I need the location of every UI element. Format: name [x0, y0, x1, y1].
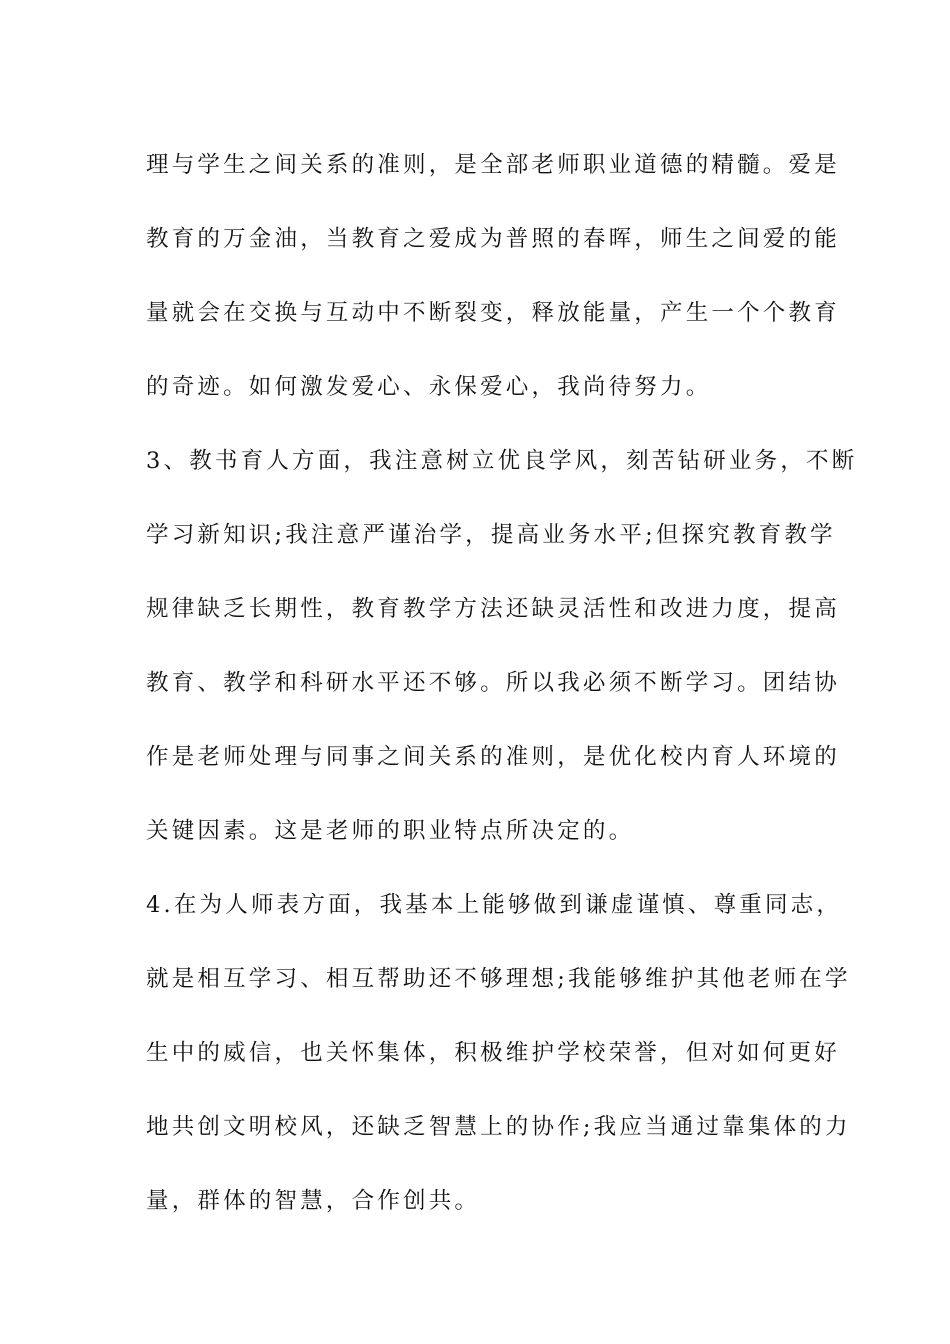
text-line: 理与学生之间关系的准则，是全部老师职业道德的精髓。爱是 [146, 152, 840, 178]
text-line: 4.在为人师表方面，我基本上能够做到谦虚谨慎、尊重同志， [146, 892, 843, 918]
text-line: 关键因素。这是老师的职业特点所决定的。 [146, 818, 635, 844]
text-line: 的奇迹。如何激发爱心、永保爱心，我尚待努力。 [146, 374, 712, 400]
text-line: 规律缺乏长期性，教育教学方法还缺灵活性和改进力度，提高 [146, 596, 840, 622]
body-text [146, 128, 858, 1238]
text-line: 3、教书育人方面，我注意树立优良学风，刻苦钻研业务，不断 [146, 448, 858, 474]
text-line: 教育、教学和科研水平还不够。所以我必须不断学习。团结协 [146, 670, 840, 696]
text-line: 量，群体的智慧，合作创共。 [146, 1188, 481, 1214]
text-line: 生中的威信，也关怀集体，积极维护学校荣誉，但对如何更好 [146, 1040, 840, 1066]
text-line: 教育的万金油，当教育之爱成为普照的春晖，师生之间爱的能 [146, 226, 840, 252]
text-line: 学习新知识;我注意严谨治学，提高业务水平;但探究教育教学 [146, 522, 836, 548]
text-line: 作是老师处理与同事之间关系的准则，是优化校内育人环境的 [146, 744, 840, 770]
text-line: 量就会在交换与互动中不断裂变，释放能量，产生一个个教育 [146, 300, 840, 326]
text-line: 就是相互学习、相互帮助还不够理想;我能够维护其他老师在学 [146, 966, 851, 992]
text-line: 地共创文明校风，还缺乏智慧上的协作;我应当通过靠集体的力 [146, 1114, 851, 1140]
